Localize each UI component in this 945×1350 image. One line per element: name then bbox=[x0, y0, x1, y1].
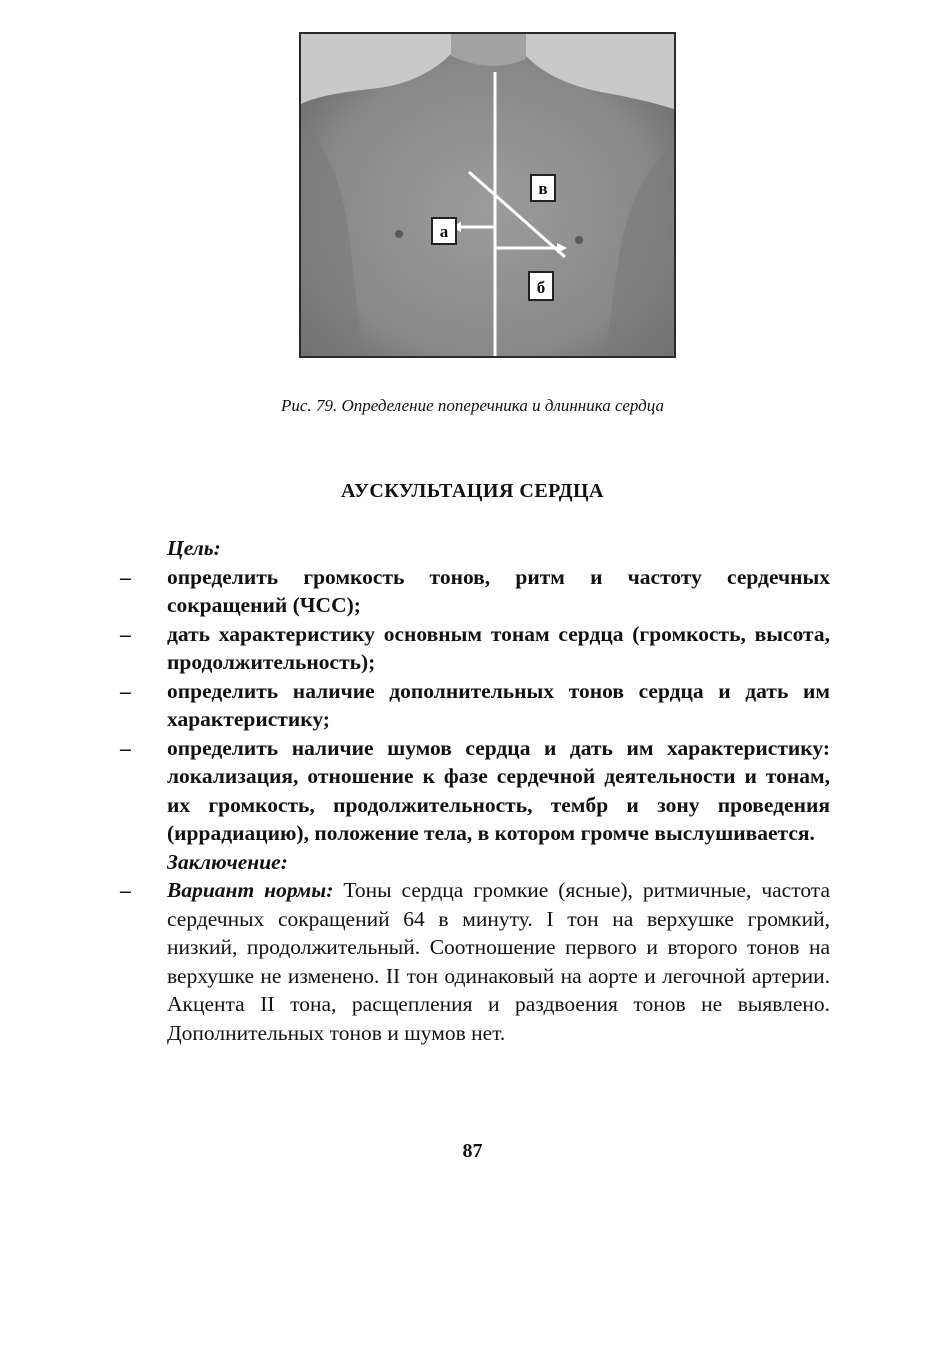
goal-text: определить громкость тонов, ритм и частоту сердечных сокращений (ЧСС); bbox=[167, 564, 830, 617]
figure-caption: Рис. 79. Определение поперечника и длинника сердца bbox=[281, 396, 664, 415]
goal-heading: Цель: bbox=[167, 536, 221, 560]
nipple-right bbox=[575, 236, 583, 244]
norm-item bbox=[120, 876, 830, 1047]
dash-bullet: – bbox=[120, 678, 131, 703]
norm-label: Вариант нормы: bbox=[167, 878, 334, 902]
goal-item bbox=[120, 734, 830, 848]
dash-bullet: – bbox=[120, 735, 131, 760]
norm-paragraph bbox=[167, 876, 830, 1047]
label-b bbox=[529, 272, 553, 300]
section-title: АУСКУЛЬТАЦИЯ СЕРДЦА bbox=[340, 480, 605, 502]
chest-figure bbox=[299, 32, 676, 358]
goal-text: определить наличие дополнительных тонов сердца и дать им характеристику; bbox=[167, 678, 830, 731]
goal-item bbox=[120, 620, 830, 677]
goal-item bbox=[120, 563, 830, 620]
page-number: 87 bbox=[462, 1140, 483, 1162]
label-v bbox=[531, 175, 555, 201]
label-b-text: б bbox=[536, 278, 546, 297]
conclusion-heading: Заключение: bbox=[167, 849, 288, 874]
goal-text: дать характеристику основным тонам сердца (громкость, высота, продолжительность); bbox=[167, 621, 830, 674]
dash-bullet: – bbox=[120, 564, 131, 589]
norm-text: Тоны сердца громкие (ясные), ритмичные, частота сердечных сокращений 64 в минуту. I тон на верхушке громкий, низкий, продолжительный. Соотношение первого и второго тонов на верхушке не изменено. II тон одинаковый на аорте и легочной артерии. Акцента II тона, расщепления и раздвоения тонов не выявлено. Дополнительных тонов и шумов нет. bbox=[167, 878, 830, 1045]
dash-bullet: – bbox=[120, 878, 131, 902]
goal-text: определить наличие шумов сердца и дать им характеристику: локализация, отношение к фазе сердечной деятельности и тонам, их громкость, продолжительность, тембр и зону проведения (иррадиацию), положение тела, в котором громче выслушивается. bbox=[167, 735, 830, 845]
label-a bbox=[432, 218, 456, 244]
main-content bbox=[120, 534, 830, 1047]
dash-bullet: – bbox=[120, 621, 131, 646]
label-a-text: а bbox=[439, 222, 449, 241]
label-v-text: в bbox=[538, 179, 548, 198]
nipple-left bbox=[395, 230, 403, 238]
chest-photo bbox=[301, 34, 674, 356]
goal-item bbox=[120, 677, 830, 734]
